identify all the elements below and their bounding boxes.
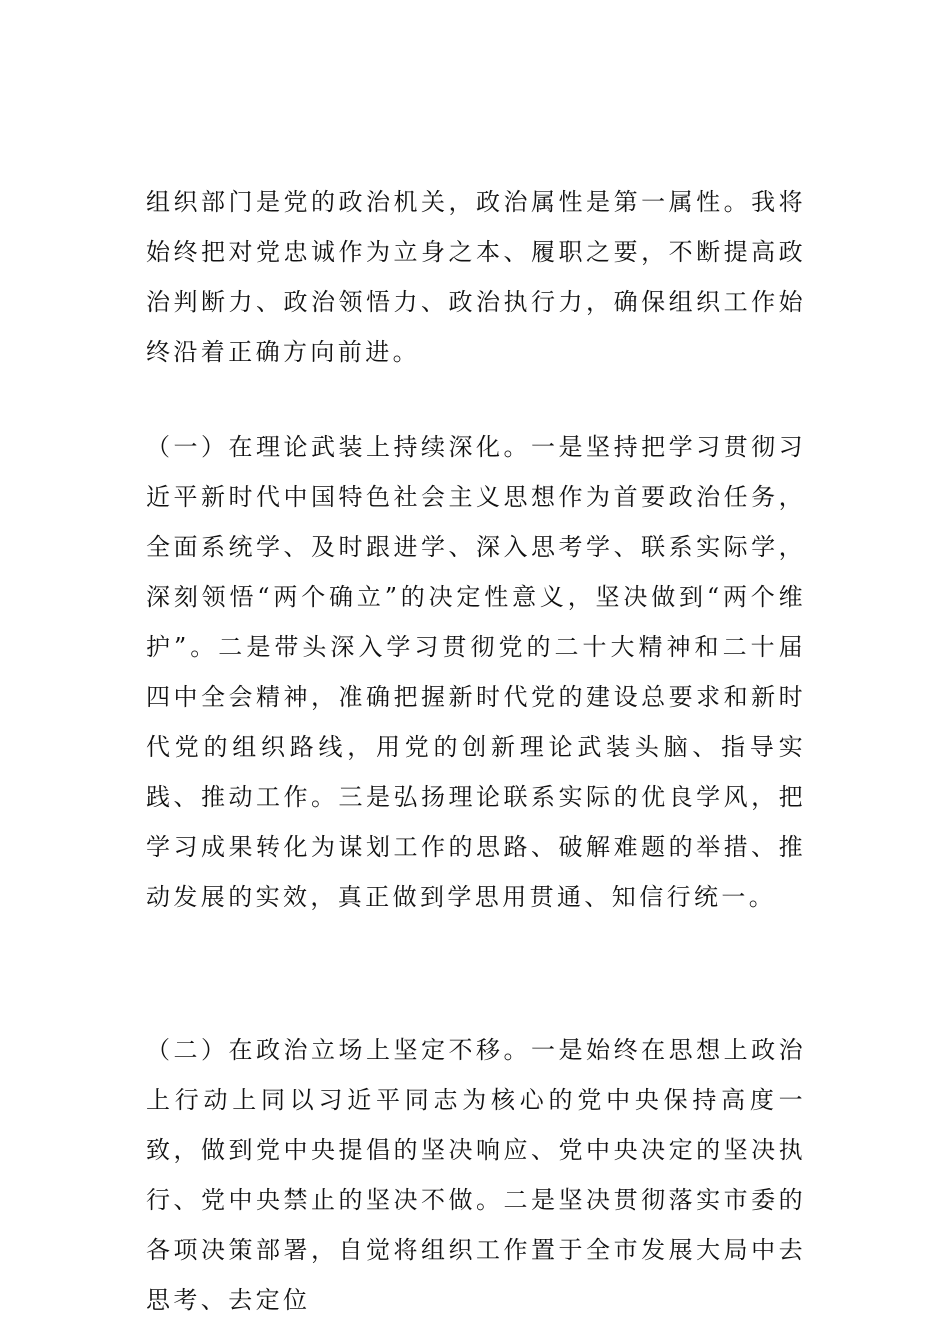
paragraph-section-2: （二）在政治立场上坚定不移。一是始终在思想上政治上行动上同以习近平同志为核心的党中央保持高度一致，做到党中央提倡的坚决响应、党中央决定的坚决执行、党中央禁止的坚决不做。二是坚决贯彻落实市委的各项决策部署，自觉将组织工作置于全市发展大局中去思考、去定位	[146, 1036, 806, 1314]
paragraph-section-1: （一）在理论武装上持续深化。一是坚持把学习贯彻习近平新时代中国特色社会主义思想作为首要政治任务，全面系统学、及时跟进学、深入思考学、联系实际学，深刻领悟“两个确立”的决定性意义，坚决做到“两个维护”。二是带头深入学习贯彻党的二十大精神和二十届四中全会精神，准确把握新时代党的建设总要求和新时代党的组织路线，用党的创新理论武装头脑、指导实践、推动工作。三是弘扬理论联系实际的优良学风，把学习成果转化为谋划工作的思路、破解难题的举措、推动发展的实效，真正做到学思用贯通、知信行统一。	[146, 433, 806, 911]
paragraph-intro: 组织部门是党的政治机关，政治属性是第一属性。我将始终把对党忠诚作为立身之本、履职之要，不断提高政治判断力、政治领悟力、政治执行力，确保组织工作始终沿着正确方向前进。	[146, 188, 806, 366]
